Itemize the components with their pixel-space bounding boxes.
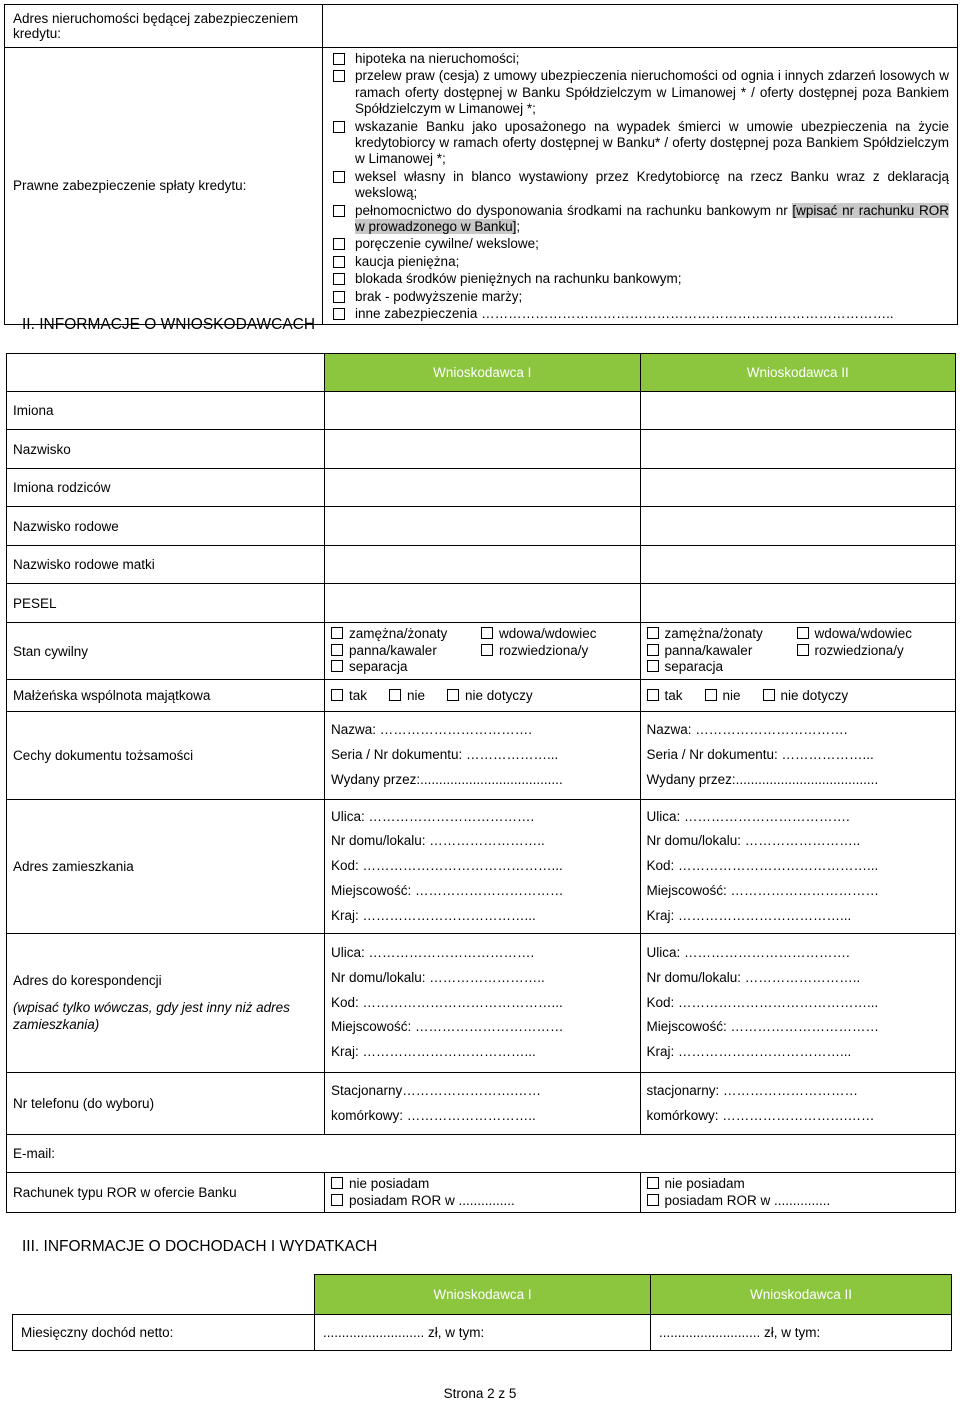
checkbox[interactable] bbox=[331, 644, 343, 656]
adres-kor-title: Adres do korespondencji bbox=[13, 973, 162, 988]
correspondence-line: Miejscowość: …………………………… bbox=[331, 1019, 564, 1035]
stan-option-label: zamężna/żonaty bbox=[349, 626, 448, 642]
applicant-1-header: Wnioskodawca I bbox=[325, 354, 641, 392]
nazwisko-1-field[interactable] bbox=[325, 430, 641, 469]
security-checkbox[interactable] bbox=[333, 205, 345, 217]
security-option-text: blokada środków pieniężnych na rachunku bankowym; bbox=[355, 271, 682, 287]
stan-option bbox=[331, 659, 481, 676]
ror-option-label: posiadam ROR w ............... bbox=[664, 1192, 831, 1208]
correspondence-line: Kraj: ………………………………... bbox=[646, 1044, 852, 1060]
stan-option-label: rozwiedziona/y bbox=[499, 642, 589, 658]
wspolnota-option bbox=[389, 688, 425, 703]
ror-option bbox=[647, 1176, 956, 1193]
address-line: Ulica: ………………………………. bbox=[331, 808, 535, 824]
security-table bbox=[4, 4, 958, 325]
telefon-1-fields[interactable] bbox=[325, 1073, 641, 1135]
phone-line: komórkowy: ……………………….…… bbox=[646, 1107, 875, 1123]
phone-line: komórkowy: ……………………….. bbox=[331, 1107, 536, 1123]
section-3-title: III. INFORMACJE O DOCHODACH I WYDATKACH bbox=[22, 1238, 378, 1255]
wspolnota-option-label: nie bbox=[407, 688, 426, 703]
email-row[interactable]: E-mail: bbox=[7, 1135, 956, 1173]
stan-option-label: panna/kawaler bbox=[349, 642, 437, 658]
property-address-field[interactable] bbox=[323, 5, 958, 48]
adres-kor-1-fields[interactable] bbox=[325, 934, 641, 1073]
security-option-tail: ; bbox=[516, 219, 521, 235]
security-checkbox[interactable] bbox=[333, 53, 345, 65]
checkbox[interactable] bbox=[647, 1194, 659, 1206]
adres-2-fields[interactable] bbox=[640, 800, 956, 934]
stan-option bbox=[797, 626, 947, 643]
security-checkbox[interactable] bbox=[333, 308, 345, 320]
correspondence-line: Kod: ……………………………………... bbox=[646, 994, 879, 1010]
income-1-field[interactable]: ........................... zł, w tym: bbox=[315, 1315, 651, 1351]
stan-option bbox=[331, 643, 481, 660]
stan-option-label: panna/kawaler bbox=[664, 642, 753, 658]
checkbox[interactable] bbox=[763, 689, 775, 701]
security-option bbox=[333, 203, 949, 236]
security-option bbox=[333, 51, 949, 67]
legal-security-options bbox=[323, 48, 958, 325]
section-2-title: II. INFORMACJE O WNIOSKODAWCACH bbox=[22, 316, 316, 333]
header-empty bbox=[7, 354, 325, 392]
page-footer: Strona 2 z 5 bbox=[443, 1386, 517, 1401]
row-label-nazwisko-rodowe: Nazwisko rodowe bbox=[7, 507, 325, 546]
row-label-nazwisko: Nazwisko bbox=[7, 430, 325, 469]
wspolnota-option bbox=[647, 688, 683, 703]
address-line: Kod: ……………………………………... bbox=[646, 858, 879, 874]
income-applicant-2-header: Wnioskodawca II bbox=[651, 1275, 952, 1315]
stan-option-label: separacja bbox=[349, 659, 408, 675]
security-option bbox=[333, 169, 949, 202]
telefon-2-fields[interactable] bbox=[640, 1073, 956, 1135]
document-line: Wydany przez:...................................... bbox=[646, 771, 879, 787]
wspolnota-option bbox=[447, 688, 533, 703]
row-label-adres-kor bbox=[7, 934, 325, 1073]
checkbox[interactable] bbox=[481, 644, 493, 656]
row-label-dokument: Cechy dokumentu tożsamości bbox=[7, 712, 325, 800]
stan-option bbox=[797, 643, 947, 660]
address-line: Miejscowość: …………………………… bbox=[331, 882, 564, 898]
checkbox[interactable] bbox=[647, 689, 659, 701]
pesel-2-field[interactable] bbox=[640, 584, 956, 623]
security-checkbox[interactable] bbox=[333, 238, 345, 250]
applicants-table bbox=[6, 353, 956, 1213]
account-number-placeholder[interactable]: [wpisać nr rachunku ROR w prowadzonego w Banku] bbox=[355, 202, 949, 235]
dokument-1-fields[interactable] bbox=[325, 712, 641, 800]
row-label-imiona: Imiona bbox=[7, 392, 325, 430]
document-line: Nazwa: ……………………………. bbox=[646, 722, 848, 738]
correspondence-line: Kod: ……………………………………... bbox=[331, 994, 563, 1010]
nazwisko-rodowe-2-field[interactable] bbox=[640, 507, 956, 546]
checkbox[interactable] bbox=[481, 627, 493, 639]
adres-kor-2-fields[interactable] bbox=[640, 934, 956, 1073]
security-option bbox=[333, 271, 949, 287]
security-option-text: pełnomocnictwo do dysponowania środkami na rachunku bankowym nr bbox=[355, 202, 793, 218]
security-option-text: brak - podwyższenie marży; bbox=[355, 288, 523, 304]
income-label: Miesięczny dochód netto: bbox=[13, 1315, 315, 1351]
income-2-field[interactable]: ........................... zł, w tym: bbox=[651, 1315, 952, 1351]
ror-option bbox=[331, 1193, 640, 1210]
security-option-text: wskazanie Banku jako uposażonego na wypadek śmierci w umowie ubezpieczenia na życie kredytobiorcy w ramach oferty dostępnej w Banku* / oferty dostępnej poza Bankiem Spółdzielczym w Limanowej *; bbox=[355, 118, 949, 167]
imiona-rodzicow-2-field[interactable] bbox=[640, 469, 956, 507]
correspondence-line: Ulica: ………………………………. bbox=[331, 945, 535, 961]
stan-option-label: rozwiedziona/y bbox=[814, 642, 904, 658]
wspolnota-1-options bbox=[325, 680, 641, 712]
checkbox[interactable] bbox=[331, 660, 343, 672]
stan-cywilny-1-options bbox=[325, 623, 641, 680]
address-line: Nr domu/lokalu: …………………….. bbox=[331, 833, 545, 849]
phone-line: Stacjonarny…………………….…… bbox=[331, 1082, 542, 1098]
nazwisko-rodowe-matki-1-field[interactable] bbox=[325, 546, 641, 584]
imiona-2-field[interactable] bbox=[640, 392, 956, 430]
checkbox[interactable] bbox=[797, 644, 809, 656]
ror-option bbox=[331, 1176, 640, 1193]
address-line: Kod: ……………………………………... bbox=[331, 858, 563, 874]
wspolnota-option-label: tak bbox=[664, 688, 683, 703]
stan-cywilny-2-options bbox=[640, 623, 956, 680]
security-option-text: hipoteka na nieruchomości; bbox=[355, 51, 520, 66]
wspolnota-option bbox=[763, 688, 849, 703]
stan-option-label: wdowa/wdowiec bbox=[814, 626, 913, 642]
row-label-ror: Rachunek typu ROR w ofercie Banku bbox=[7, 1173, 325, 1213]
security-checkbox[interactable] bbox=[333, 256, 345, 268]
security-option bbox=[333, 68, 949, 117]
checkbox[interactable] bbox=[647, 627, 659, 639]
ror-1-options bbox=[325, 1173, 641, 1213]
ror-option-label: posiadam ROR w ............... bbox=[349, 1192, 515, 1208]
row-label-wspolnota: Małżeńska wspólnota majątkowa bbox=[7, 680, 325, 712]
stan-option bbox=[647, 626, 797, 643]
address-line: Kraj: ………………………………... bbox=[331, 907, 536, 923]
checkbox[interactable] bbox=[331, 627, 343, 639]
nazwisko-2-field[interactable] bbox=[640, 430, 956, 469]
correspondence-line: Nr domu/lokalu: …………………….. bbox=[646, 969, 861, 985]
property-address-label: Adres nieruchomości będącej zabezpieczeniem kredytu: bbox=[5, 5, 323, 48]
security-option bbox=[333, 254, 949, 270]
security-option bbox=[333, 289, 949, 305]
security-option bbox=[333, 306, 949, 322]
pesel-1-field[interactable] bbox=[325, 584, 641, 623]
checkbox[interactable] bbox=[797, 627, 809, 639]
adres-kor-note: (wpisać tylko wówczas, gdy jest inny niż adres zamieszkania) bbox=[13, 1000, 290, 1032]
wspolnota-2-options bbox=[640, 680, 956, 712]
checkbox[interactable] bbox=[647, 644, 659, 656]
security-option-text: poręczenie cywilne/ wekslowe; bbox=[355, 236, 539, 252]
imiona-1-field[interactable] bbox=[325, 392, 641, 430]
address-line: Nr domu/lokalu: …………………….. bbox=[646, 833, 861, 849]
wspolnota-option-label: tak bbox=[349, 688, 368, 703]
correspondence-line: Ulica: ………………………………. bbox=[646, 945, 850, 961]
row-label-adres: Adres zamieszkania bbox=[7, 800, 325, 934]
dokument-2-fields[interactable] bbox=[640, 712, 956, 800]
address-line: Ulica: ………………………………. bbox=[646, 808, 850, 824]
checkbox[interactable] bbox=[331, 689, 343, 701]
wspolnota-option-label: nie bbox=[722, 688, 741, 703]
document-line: Nazwa: ……………………………. bbox=[331, 722, 533, 738]
security-option-text: inne zabezpieczenia ……………………………………………………………………………….. bbox=[355, 306, 894, 322]
phone-line: stacjonarny: ………………………… bbox=[646, 1082, 859, 1098]
wspolnota-option-label: nie dotyczy bbox=[465, 688, 533, 703]
security-checkbox[interactable] bbox=[333, 273, 345, 285]
checkbox[interactable] bbox=[389, 689, 401, 701]
security-checkbox[interactable] bbox=[333, 291, 345, 303]
correspondence-line: Nr domu/lokalu: …………………….. bbox=[331, 969, 545, 985]
wspolnota-option bbox=[705, 688, 741, 703]
income-table bbox=[12, 1274, 952, 1351]
stan-option bbox=[647, 659, 797, 676]
stan-option bbox=[647, 643, 797, 660]
checkbox[interactable] bbox=[647, 1177, 659, 1189]
adres-1-fields[interactable] bbox=[325, 800, 641, 934]
income-header-empty bbox=[13, 1275, 315, 1315]
security-checkbox[interactable] bbox=[333, 121, 345, 133]
row-label-nazwisko-rodowe-matki: Nazwisko rodowe matki bbox=[7, 546, 325, 584]
imiona-rodzicow-1-field[interactable] bbox=[325, 469, 641, 507]
wspolnota-option-label: nie dotyczy bbox=[780, 688, 849, 703]
checkbox[interactable] bbox=[647, 660, 659, 672]
legal-security-label: Prawne zabezpieczenie spłaty kredytu: bbox=[5, 48, 323, 325]
correspondence-line: Kraj: ………………………………... bbox=[331, 1044, 536, 1060]
stan-option-label: separacja bbox=[664, 659, 724, 675]
stan-option-label: wdowa/wdowiec bbox=[499, 626, 597, 642]
checkbox[interactable] bbox=[331, 1177, 343, 1189]
stan-option bbox=[481, 643, 631, 660]
nazwisko-rodowe-1-field[interactable] bbox=[325, 507, 641, 546]
checkbox[interactable] bbox=[447, 689, 459, 701]
security-option-text: weksel własny in blanco wystawiony przez Kredytobiorcę na rzecz Banku wraz z deklaracją wekslową; bbox=[355, 168, 949, 201]
stan-option bbox=[331, 626, 481, 643]
address-line: Kraj: ………………………………... bbox=[646, 907, 852, 923]
wspolnota-option bbox=[331, 688, 367, 703]
ror-option-label: nie posiadam bbox=[349, 1176, 430, 1191]
security-option bbox=[333, 236, 949, 252]
row-label-stan-cywilny: Stan cywilny bbox=[7, 623, 325, 680]
ror-option bbox=[647, 1193, 956, 1210]
security-option-text: przelew praw (cesja) z umowy ubezpieczenia nieruchomości od ognia i innych zdarzeń losowych w ramach oferty dostępnej w Banku Spółdzielczym w Limanowej * / oferty dostępnej poza Bankiem Spółdzielczym w Limanowej *; bbox=[355, 68, 949, 117]
security-checkbox[interactable] bbox=[333, 70, 345, 82]
security-option-text: kaucja pieniężna; bbox=[355, 253, 460, 269]
checkbox[interactable] bbox=[331, 1194, 343, 1206]
ror-2-options bbox=[640, 1173, 956, 1213]
row-label-pesel: PESEL bbox=[7, 584, 325, 623]
income-applicant-1-header: Wnioskodawca I bbox=[315, 1275, 651, 1315]
row-label-telefon: Nr telefonu (do wyboru) bbox=[7, 1073, 325, 1135]
correspondence-line: Miejscowość: …………………………… bbox=[646, 1019, 880, 1035]
address-line: Miejscowość: …………………………… bbox=[646, 882, 880, 898]
checkbox[interactable] bbox=[705, 689, 717, 701]
document-line: Seria / Nr dokumentu: ………………... bbox=[646, 747, 874, 763]
ror-option-label: nie posiadam bbox=[664, 1176, 745, 1191]
applicant-2-header: Wnioskodawca II bbox=[640, 354, 956, 392]
security-checkbox[interactable] bbox=[333, 171, 345, 183]
stan-option-label: zamężna/żonaty bbox=[664, 626, 763, 642]
security-option bbox=[333, 119, 949, 168]
document-line: Seria / Nr dokumentu: ………………... bbox=[331, 747, 559, 763]
row-label-imiona-rodzicow: Imiona rodziców bbox=[7, 469, 325, 507]
document-line: Wydany przez:...................................... bbox=[331, 771, 563, 787]
stan-option bbox=[481, 626, 631, 643]
nazwisko-rodowe-matki-2-field[interactable] bbox=[640, 546, 956, 584]
